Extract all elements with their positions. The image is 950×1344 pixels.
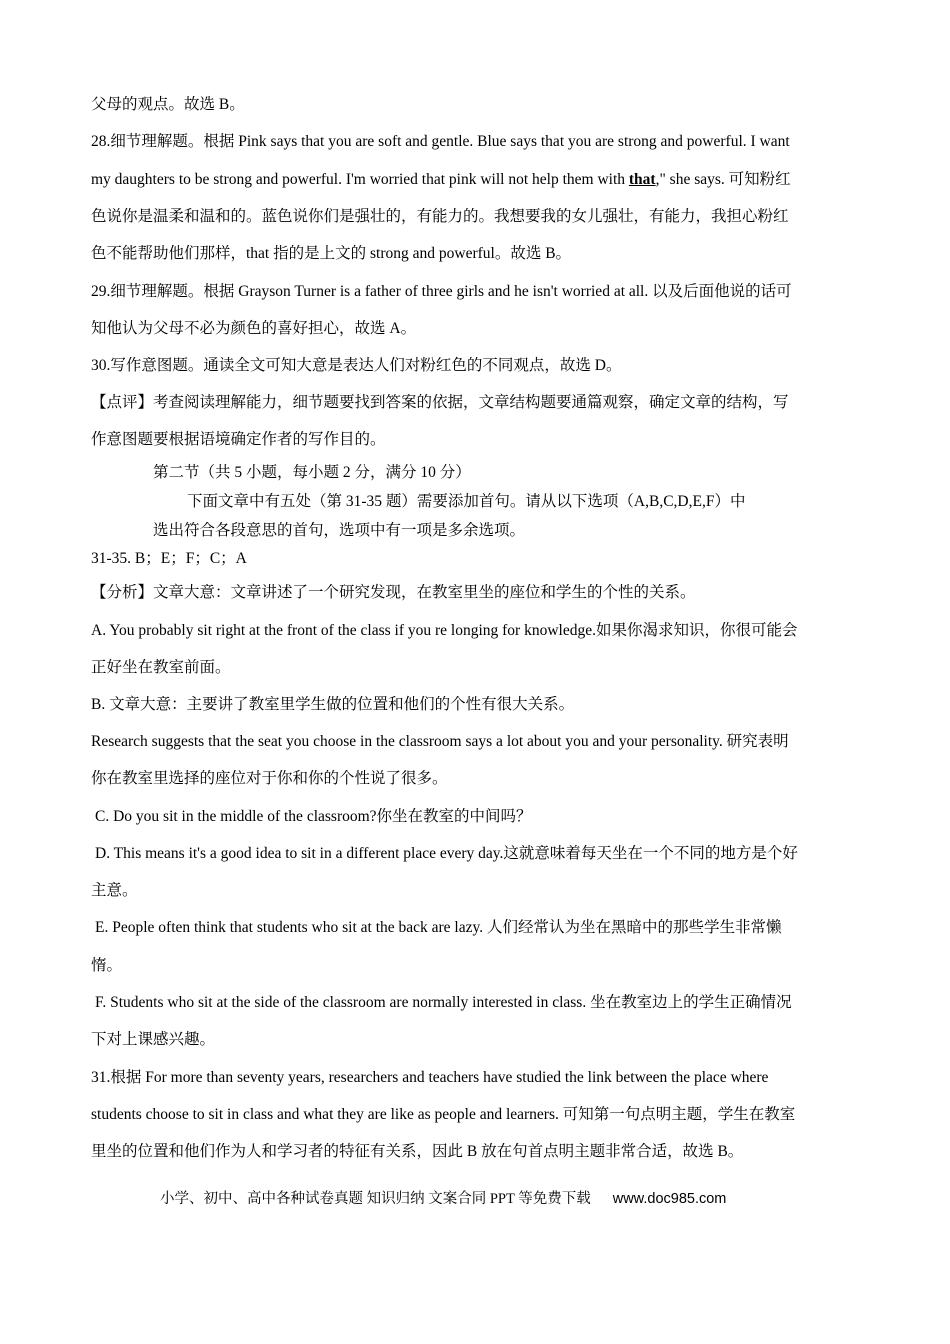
- option-d: D. This means it's a good idea to sit in a different place every day.这就意味着每天坐在一个不同的地方是个好: [95, 845, 798, 862]
- text-line: 父母的观点。故选 B。: [91, 96, 245, 113]
- option-e: E. People often think that students who sit at the back are lazy. 人们经常认为坐在黑暗中的那些学生非常懒: [95, 919, 782, 936]
- text-line-q31: 31.根据 For more than seventy years, researchers and teachers have studied the link between the place where: [91, 1069, 769, 1086]
- section-instruction: 下面文章中有五处（第 31-35 题）需要添加首句。请从以下选项（A,B,C,D,E,F）中: [187, 493, 746, 510]
- text-line: Research suggests that the seat you choose in the classroom says a lot about you and your personality. 研究表明: [91, 733, 789, 750]
- text-line: 色不能帮助他们那样，that 指的是上文的 strong and powerful。故选 B。: [91, 245, 572, 262]
- text-line: students choose to sit in class and what they are like as people and learners. 可知第一句点明主题，学生在教室: [91, 1106, 796, 1123]
- text-line: 正好坐在教室前面。: [91, 659, 231, 676]
- text-line: 主意。: [91, 882, 138, 899]
- text-line: 你在教室里选择的座位对于你和你的个性说了很多。: [91, 770, 448, 787]
- option-c: C. Do you sit in the middle of the classroom?你坐在教室的中间吗？: [95, 808, 532, 825]
- text-line-q30: 30.写作意图题。通读全文可知大意是表达人们对粉红色的不同观点，故选 D。: [91, 357, 622, 374]
- footer-text: 小学、初中、高中各种试卷真题 知识归纳 文案合同 PPT 等免费下载: [160, 1191, 591, 1207]
- text-line: 惰。: [91, 957, 123, 974]
- option-f: F. Students who sit at the side of the classroom are normally interested in class. 坐在教室边上的学生正确情况: [95, 994, 792, 1011]
- section-instruction: 选出符合各段意思的首句，选项中有一项是多余选项。: [153, 522, 526, 539]
- text-line: 作意图题要根据语境确定作者的写作目的。: [91, 431, 386, 448]
- text-line-q29: 29.细节理解题。根据 Grayson Turner is a father of three girls and he isn't worried at all. 以及后面他说的话可: [91, 283, 792, 300]
- option-b: B. 文章大意：主要讲了教室里学生做的位置和他们的个性有很大关系。: [91, 696, 575, 713]
- text-line: 知他认为父母不必为颜色的喜好担心，故选 A。: [91, 320, 417, 337]
- text-line-comment: 【点评】考查阅读理解能力，细节题要找到答案的依据，文章结构题要通篇观察，确定文章的结构，写: [91, 394, 789, 411]
- section-heading: 第二节（共 5 小题，每小题 2 分，满分 10 分）: [153, 464, 471, 481]
- text-line-analysis: 【分析】文章大意：文章讲述了一个研究发现，在教室里坐的座位和学生的个性的关系。: [91, 584, 696, 601]
- text-line: my daughters to be strong and powerful. I'm worried that pink will not help them with that," she says. 可知粉红: [91, 171, 791, 188]
- text-line: 下对上课感兴趣。: [91, 1031, 216, 1048]
- text-line-q28: 28.细节理解题。根据 Pink says that you are soft and gentle. Blue says that you are strong and powerful. I want: [91, 133, 790, 150]
- footer-site-link[interactable]: www.doc985.com: [612, 1191, 727, 1207]
- option-a: A. You probably sit right at the front of the class if you re longing for knowledge.如果你渴求知识，你很可能会: [91, 622, 798, 639]
- text-line: 里坐的位置和他们作为人和学习者的特征有关系，因此 B 放在句首点明主题非常合适，故选 B。: [91, 1143, 744, 1160]
- text-line: 色说你是温柔和温和的。蓝色说你们是强壮的，有能力的。我想要我的女儿强壮，有能力，我担心粉红: [91, 208, 789, 225]
- answer-key: 31-35. B；E；F；C；A: [91, 550, 247, 567]
- underlined-word-that: that: [628, 171, 656, 188]
- page-footer: [160, 1189, 726, 1209]
